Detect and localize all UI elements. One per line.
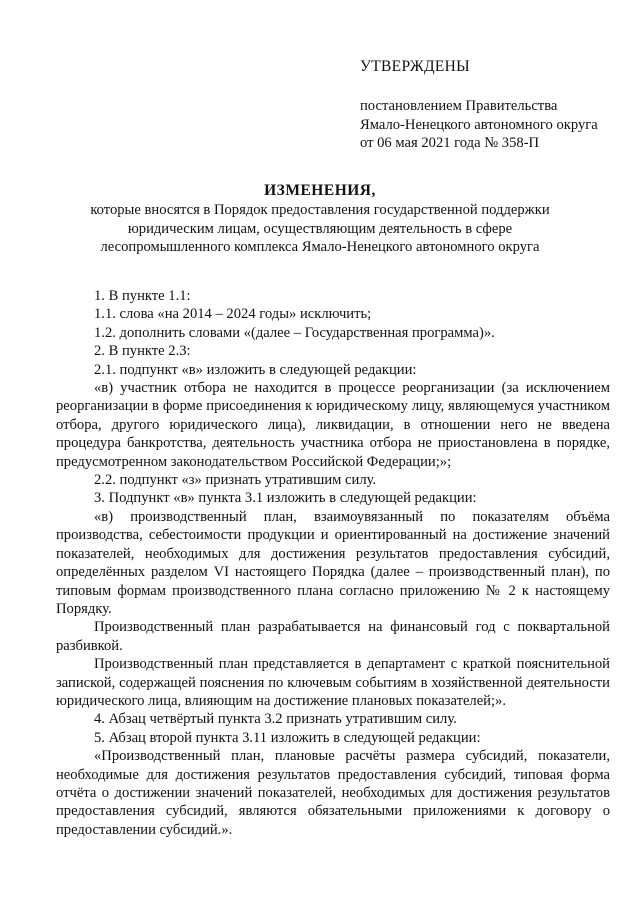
document-subtitle-line: лесопромышленного комплекса Ямало-Ненецкого автономного округа bbox=[100, 239, 540, 256]
approval-block bbox=[360, 58, 630, 153]
body-paragraph: 2.1. подпункт «в» изложить в следующей редакции: bbox=[94, 361, 417, 378]
body-paragraph: «в) участник отбора не находится в процессе реорганизации (за исключением реорганизации в форме присоединения к юридическому лицу, являющемуся участником отбора, другого юридического лица), ликвидации, в отношении него не введена процедура банкротства, деятельность участника отбора не приостановлена в порядке, предусмотренном законодательством Российской Федерации;»; bbox=[56, 380, 610, 470]
document-title: ИЗМЕНЕНИЯ, bbox=[264, 182, 376, 199]
body-paragraph: 5. Абзац второй пункта 3.11 изложить в следующей редакции: bbox=[94, 729, 481, 746]
document-subtitle-line: юридическим лицам, осуществляющим деятельность в сфере bbox=[127, 220, 513, 237]
document-title-block bbox=[60, 182, 580, 257]
body-paragraph: «в) производственный план, взаимоувязанный по показателям объёма производства, себестоимости продукции и ориентированный на достижение значений показателей, необходимых для достижения результатов предоставления субсидий, определённых разделом VI настоящего Порядка (далее – производственный план), по типовым формам производственного плана согласно приложению № 2 к настоящему Порядку. bbox=[56, 508, 610, 617]
body-paragraph: 2.2. подпункт «з» признать утратившим силу. bbox=[94, 472, 377, 489]
body-paragraph: 4. Абзац четвёртый пункта 3.2 признать утратившим силу. bbox=[94, 711, 457, 728]
document-body bbox=[56, 287, 610, 839]
body-paragraph: 1.1. слова «на 2014 – 2024 годы» исключить; bbox=[94, 306, 372, 323]
body-paragraph: 1. В пункте 1.1: bbox=[94, 288, 191, 304]
body-paragraph: Производственный план представляется в департамент с краткой пояснительной запиской, содержащей пояснения по ключевым событиям в хозяйственной деятельности юридического лица, влияющим на достижение плановых показателей;». bbox=[56, 656, 610, 709]
approval-line: от 06 мая 2021 года № 358-П bbox=[360, 135, 540, 152]
body-paragraph: 2. В пункте 2.3: bbox=[94, 343, 191, 360]
body-paragraph: «Производственный план, плановые расчёты размера субсидий, показатели, необходимые для достижения результатов предоставления субсидий, типовая форма отчёта о достижении значений показателей, необходимых для достижения результатов предоставления субсидий, являются обязательными приложениями к договору о предоставлении субсидий.». bbox=[56, 748, 610, 838]
body-paragraph: Производственный план разрабатывается на финансовый год с поквартальной разбивкой. bbox=[56, 619, 610, 654]
body-paragraph: 1.2. дополнить словами «(далее – Государственная программа)». bbox=[94, 324, 495, 341]
approval-line: постановлением Правительства bbox=[360, 98, 558, 115]
approval-heading: УТВЕРЖДЕНЫ bbox=[360, 58, 470, 75]
approval-line: Ямало-Ненецкого автономного округа bbox=[360, 116, 598, 133]
document-subtitle-line: которые вносятся в Порядок предоставления государственной поддержки bbox=[90, 202, 550, 219]
body-paragraph: 3. Подпункт «в» пункта 3.1 изложить в следующей редакции: bbox=[94, 490, 477, 507]
